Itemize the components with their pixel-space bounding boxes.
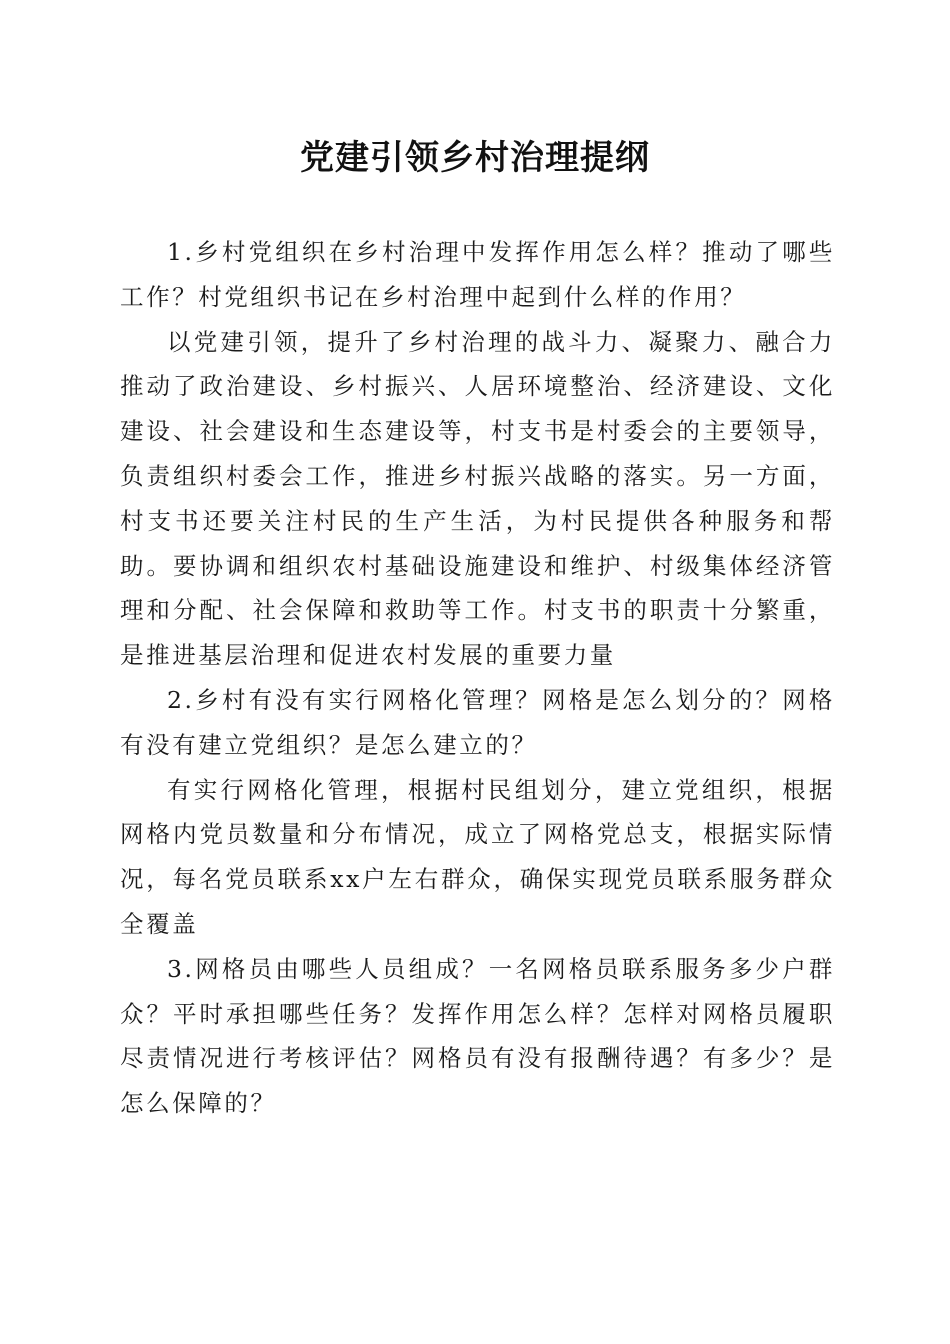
question-2: 2.乡村有没有实行网格化管理？网格是怎么划分的？网格有没有建立党组织？是怎么建立的？ [120, 685, 835, 759]
answer-2: 有实行网格化管理，根据村民组划分，建立党组织，根据网格内党员数量和分布情况，成立了网格党总支，根据实际情况，每名党员联系xx户左右群众，确保实现党员联系服务群众全覆盖 [120, 775, 835, 938]
question-1: 1.乡村党组织在乡村治理中发挥作用怎么样？推动了哪些工作？村党组织书记在乡村治理中起到什么样的作用？ [120, 238, 835, 311]
document-title: 党建引领乡村治理提纲 [300, 138, 650, 178]
question-3: 3.网格员由哪些人员组成？一名网格员联系服务多少户群众？平时承担哪些任务？发挥作用怎么样？怎样对网格员履职尽责情况进行考核评估？网格员有没有报酬待遇？有多少？是怎么保障的？ [120, 954, 835, 1118]
answer-1: 以党建引领，提升了乡村治理的战斗力、凝聚力、融合力推动了政治建设、乡村振兴、人居环境整治、经济建设、文化建设、社会建设和生态建设等，村支书是村委会的主要领导，负责组织村委会工作，推进乡村振兴战略的落实。另一方面，村支书还要关注村民的生产生活，为村民提供各种服务和帮助。要协调和组织农村基础设施建设和维护、村级集体经济管理和分配、社会保障和救助等工作。村支书的职责十分繁重，是推进基层治理和促进农村发展的重要力量 [120, 327, 835, 670]
document-body [120, 230, 835, 1126]
